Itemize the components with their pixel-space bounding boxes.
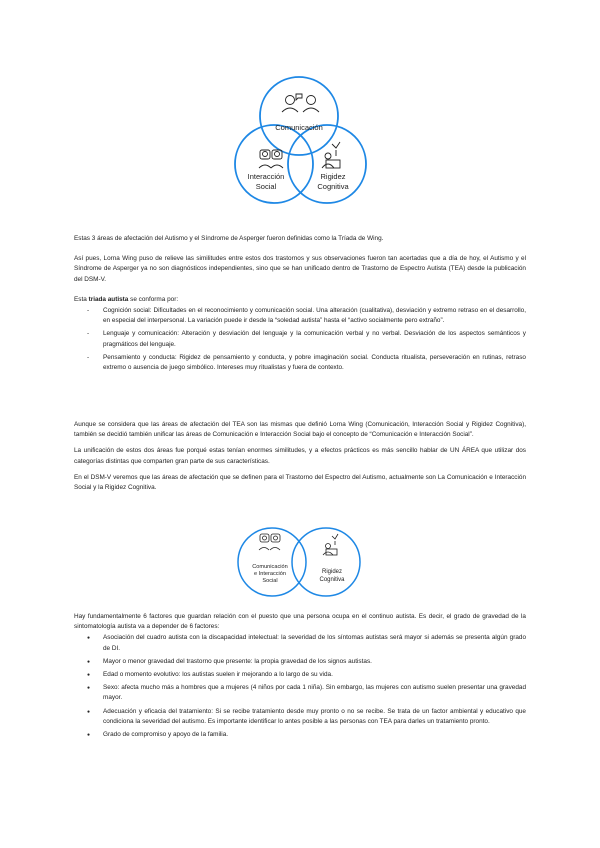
bullet-marker: ● — [87, 685, 91, 692]
group-people-icon — [259, 150, 283, 168]
venn-label-interaccion-2: Social — [255, 182, 277, 191]
list-item-text: Adecuación y eficacia del tratamiento: Si se recibe tratamiento desde muy pronto o no se recibe. Se trata de un factor ambiental y educativo que condiciona la severidad del autismo. Es importante identificar lo antes posible a las personas con TEA para darles un tratamiento pronto. — [103, 707, 526, 725]
list-item-text: Cognición social: Dificultades en el reconocimiento y comunicación social. Una alteración (cualitativa), desviación y extremo retraso en el desarrollo, en especial del interpersonal. La variación puede ir desde la “soledad autista” hasta el “activo socialmente pero extraño”. — [103, 307, 526, 325]
venn2-label-left-2: e Interacción — [253, 571, 287, 577]
venn-label-rigidez-1: Rigidez — [320, 172, 346, 181]
bullet-marker: ● — [87, 672, 91, 679]
venn2-circle-rigidez — [292, 528, 360, 596]
bullet-marker: ● — [87, 635, 91, 642]
venn-label-rigidez-2: Cognitiva — [317, 182, 349, 191]
people-talking-icon — [282, 94, 319, 112]
list-item — [82, 707, 526, 727]
list-item — [82, 730, 526, 740]
list-item — [82, 657, 526, 667]
list-item-text: Mayor o menor gravedad del trastorno que presente: la propia gravedad de los signos autistas. — [103, 657, 372, 665]
bullet-marker: ● — [87, 658, 91, 665]
paragraph-dsm-v: En el DSM-V veremos que las áreas de afectación que se definen para el Trastorno del Espectro del Autismo, actualmente son La Comunicación e Interacción Social y la Rigidez Cognitiva. — [74, 473, 526, 492]
dash-marker: - — [87, 353, 90, 361]
venn2-label-right-2: Cognitiva — [319, 577, 345, 583]
triada-dash-list — [82, 306, 526, 373]
list-item — [82, 633, 526, 653]
factors-bullet-list — [82, 633, 526, 740]
list-item — [82, 670, 526, 680]
list-item — [82, 683, 526, 703]
list-item — [82, 306, 526, 326]
paragraph-areas-afectacion: Aunque se considera que las áreas de afectación del TEA son las mismas que definió Lorna Wing (Comunicación, Interacción Social y Rigidez Cognitiva), también se decidió también unificar las áreas de Comunicación e Interacción Social bajo el concepto de “Comunicación e Interacción Social”. — [74, 421, 526, 439]
group-people-icon-2 — [259, 534, 280, 550]
thinking-person-icon-2 — [323, 534, 338, 555]
venn-label-comunicacion: Comunicación — [275, 123, 323, 132]
venn-circle-comunicacion — [260, 77, 338, 155]
bullet-marker: ● — [87, 708, 91, 715]
list-item-text: Grado de compromiso y apoyo de la familia. — [103, 731, 229, 739]
paragraph-seis-factores: Hay fundamentalmente 6 factores que guardan relación con el puesto que una persona ocupa en el continuo autista. Es decir, el grado de gravedad de la sintomatología autista va a depender de 6 factores: — [74, 613, 526, 631]
wing-triad-venn-diagram — [210, 72, 390, 212]
text-section-3 — [74, 612, 526, 740]
paragraph-triada-wing: Estas 3 áreas de afectación del Autismo y el Síndrome de Asperger fueron definidas como la Tríada de Wing. — [74, 235, 384, 242]
dash-marker: - — [87, 330, 90, 338]
list-item-text: Pensamiento y conducta: Rigidez de pensamiento y conducta, y pobre imaginación social. Conducta ritualista, perseveración en rutinas, retraso extremo o ausencia de juego simbólico. Intereses muy ritualistas y fuera de contexto. — [103, 353, 526, 372]
list-item-text: Sexo: afecta mucho más a hombres que a mujeres (4 niños por cada 1 niña). Sin embargo, las mujeres con autismo suelen presentar una gravedad mayor. — [103, 684, 526, 702]
list-item-text: Asociación del cuadro autista con la discapacidad intelectual: la severidad de los síntomas autistas será mayor si además se presenta algún grado de DI. — [103, 634, 526, 652]
dsm-v-venn-diagram — [228, 524, 368, 600]
dash-marker: - — [87, 307, 90, 315]
triada-intro-suffix: se conforma por: — [130, 295, 179, 303]
venn2-label-right-1: Rigidez — [321, 569, 343, 575]
paragraph-triada-intro — [74, 295, 526, 305]
triada-intro-prefix: Esta — [74, 295, 87, 303]
venn2-circle-comunicacion — [238, 528, 306, 596]
list-item-text: Edad o momento evolutivo: los autistas suelen ir mejorando a lo largo de su vida. — [103, 671, 333, 679]
list-item — [82, 353, 526, 373]
text-section-1 — [74, 234, 526, 373]
venn2-label-left-3: Social — [262, 578, 278, 584]
text-section-2 — [74, 420, 526, 493]
venn-circle-interaccion — [235, 125, 313, 203]
triada-intro-bold: triada autista — [88, 295, 129, 303]
venn2-label-left-1: Comunicación — [252, 564, 288, 570]
list-item-text: Lenguaje y comunicación: Alteración y desviación del lenguaje y la comunicación verbal y no verbal. Desviación de los aspectos semánticos y pragmáticos del lenguaje. — [103, 330, 526, 348]
paragraph-lorna-wing: Así pues, Lorna Wing puso de relieve las similitudes entre estos dos trastornos y sus observaciones fueron tan acertadas que a día de hoy, el Autismo y el Síndrome de Asperger ya no son diagnósticos independientes, sino que se han unificado dentro de Trastorno de Espectro Autista (TEA) desde la publicación del DSM-V. — [74, 255, 526, 283]
venn-label-interaccion-1: Interacción — [247, 172, 285, 181]
list-item — [82, 329, 526, 349]
paragraph-unificacion: La unificación de estos dos áreas fue porqué estas tenían enormes similitudes, y a efectos prácticos es más sencillo hablar de UN ÁREA que utilizar dos categorías distintas que comparten gran parte de sus características. — [74, 447, 526, 465]
bullet-marker: ● — [87, 732, 91, 739]
